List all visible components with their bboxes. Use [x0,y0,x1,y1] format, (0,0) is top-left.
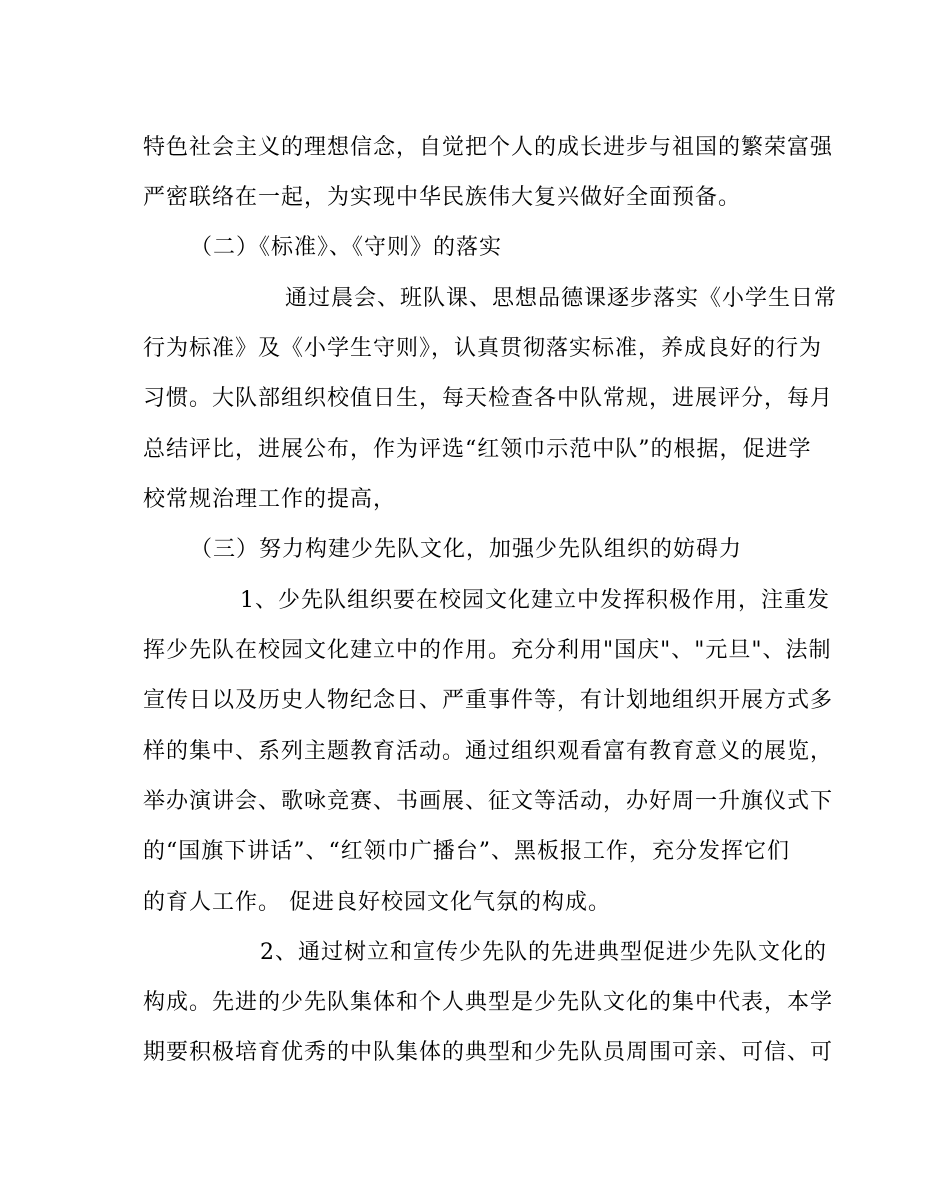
text-line: 挥少先队在校园文化建立中的作用。充分利用"国庆"、"元旦"、法制 [143,638,832,663]
text-line: 习惯。大队部组织校值日生，每天检查各中队常规，进展评分，每月 [143,386,834,411]
text-line: 举办演讲会、歌咏竞赛、书画展、征文等活动，办好周一升旗仪式下 [143,789,834,814]
text-line: 特色社会主义的理想信念，自觉把个人的成长进步与祖国的繁荣富强 [143,135,834,160]
text-line: 总结评比，进展公布，作为评选“红领巾示范中队”的根据，促进学 [143,437,812,462]
text-line: 的“国旗下讲话”、“红领巾广播台”、黑板报工作，充分发挥它们 [143,839,790,864]
text-line: 的育人工作。 促进良好校园文化气氛的构成。 [143,890,611,915]
text-line: 行为标准》及《小学生守则》，认真贯彻落实标准，养成良好的行为 [143,336,823,361]
text-line: 期要积极培育优秀的中队集体的典型和少先队员周围可亲、可信、可 [143,1040,834,1065]
text-line: 严密联络在一起，为实现中华民族伟大复兴做好全面预备。 [143,185,742,210]
text-line: 构成。先进的少先队集体和个人典型是少先队文化的集中代表，本学 [143,990,834,1015]
section-heading: （二）《标准》、《守则》的落实 [190,235,503,260]
paragraph-first-line: 通过晨会、班队课、思想品德课逐步落实《小学生日常 [285,286,838,311]
text-line: 样的集中、系列主题教育活动。通过组织观看富有教育意义的展览， [143,739,834,764]
text-line: 校常规治理工作的提高， [143,487,397,512]
paragraph-first-line: 2、通过树立和宣传少先队的先进典型促进少先队文化的 [260,940,827,965]
section-heading: （三）努力构建少先队文化，加强少先队组织的妨碍力 [190,537,743,562]
paragraph-first-line: 1、少先队组织要在校园文化建立中发挥积极作用，注重发 [240,588,830,613]
text-line: 宣传日以及历史人物纪念日、严重事件等，有计划地组织开展方式多 [143,688,834,713]
